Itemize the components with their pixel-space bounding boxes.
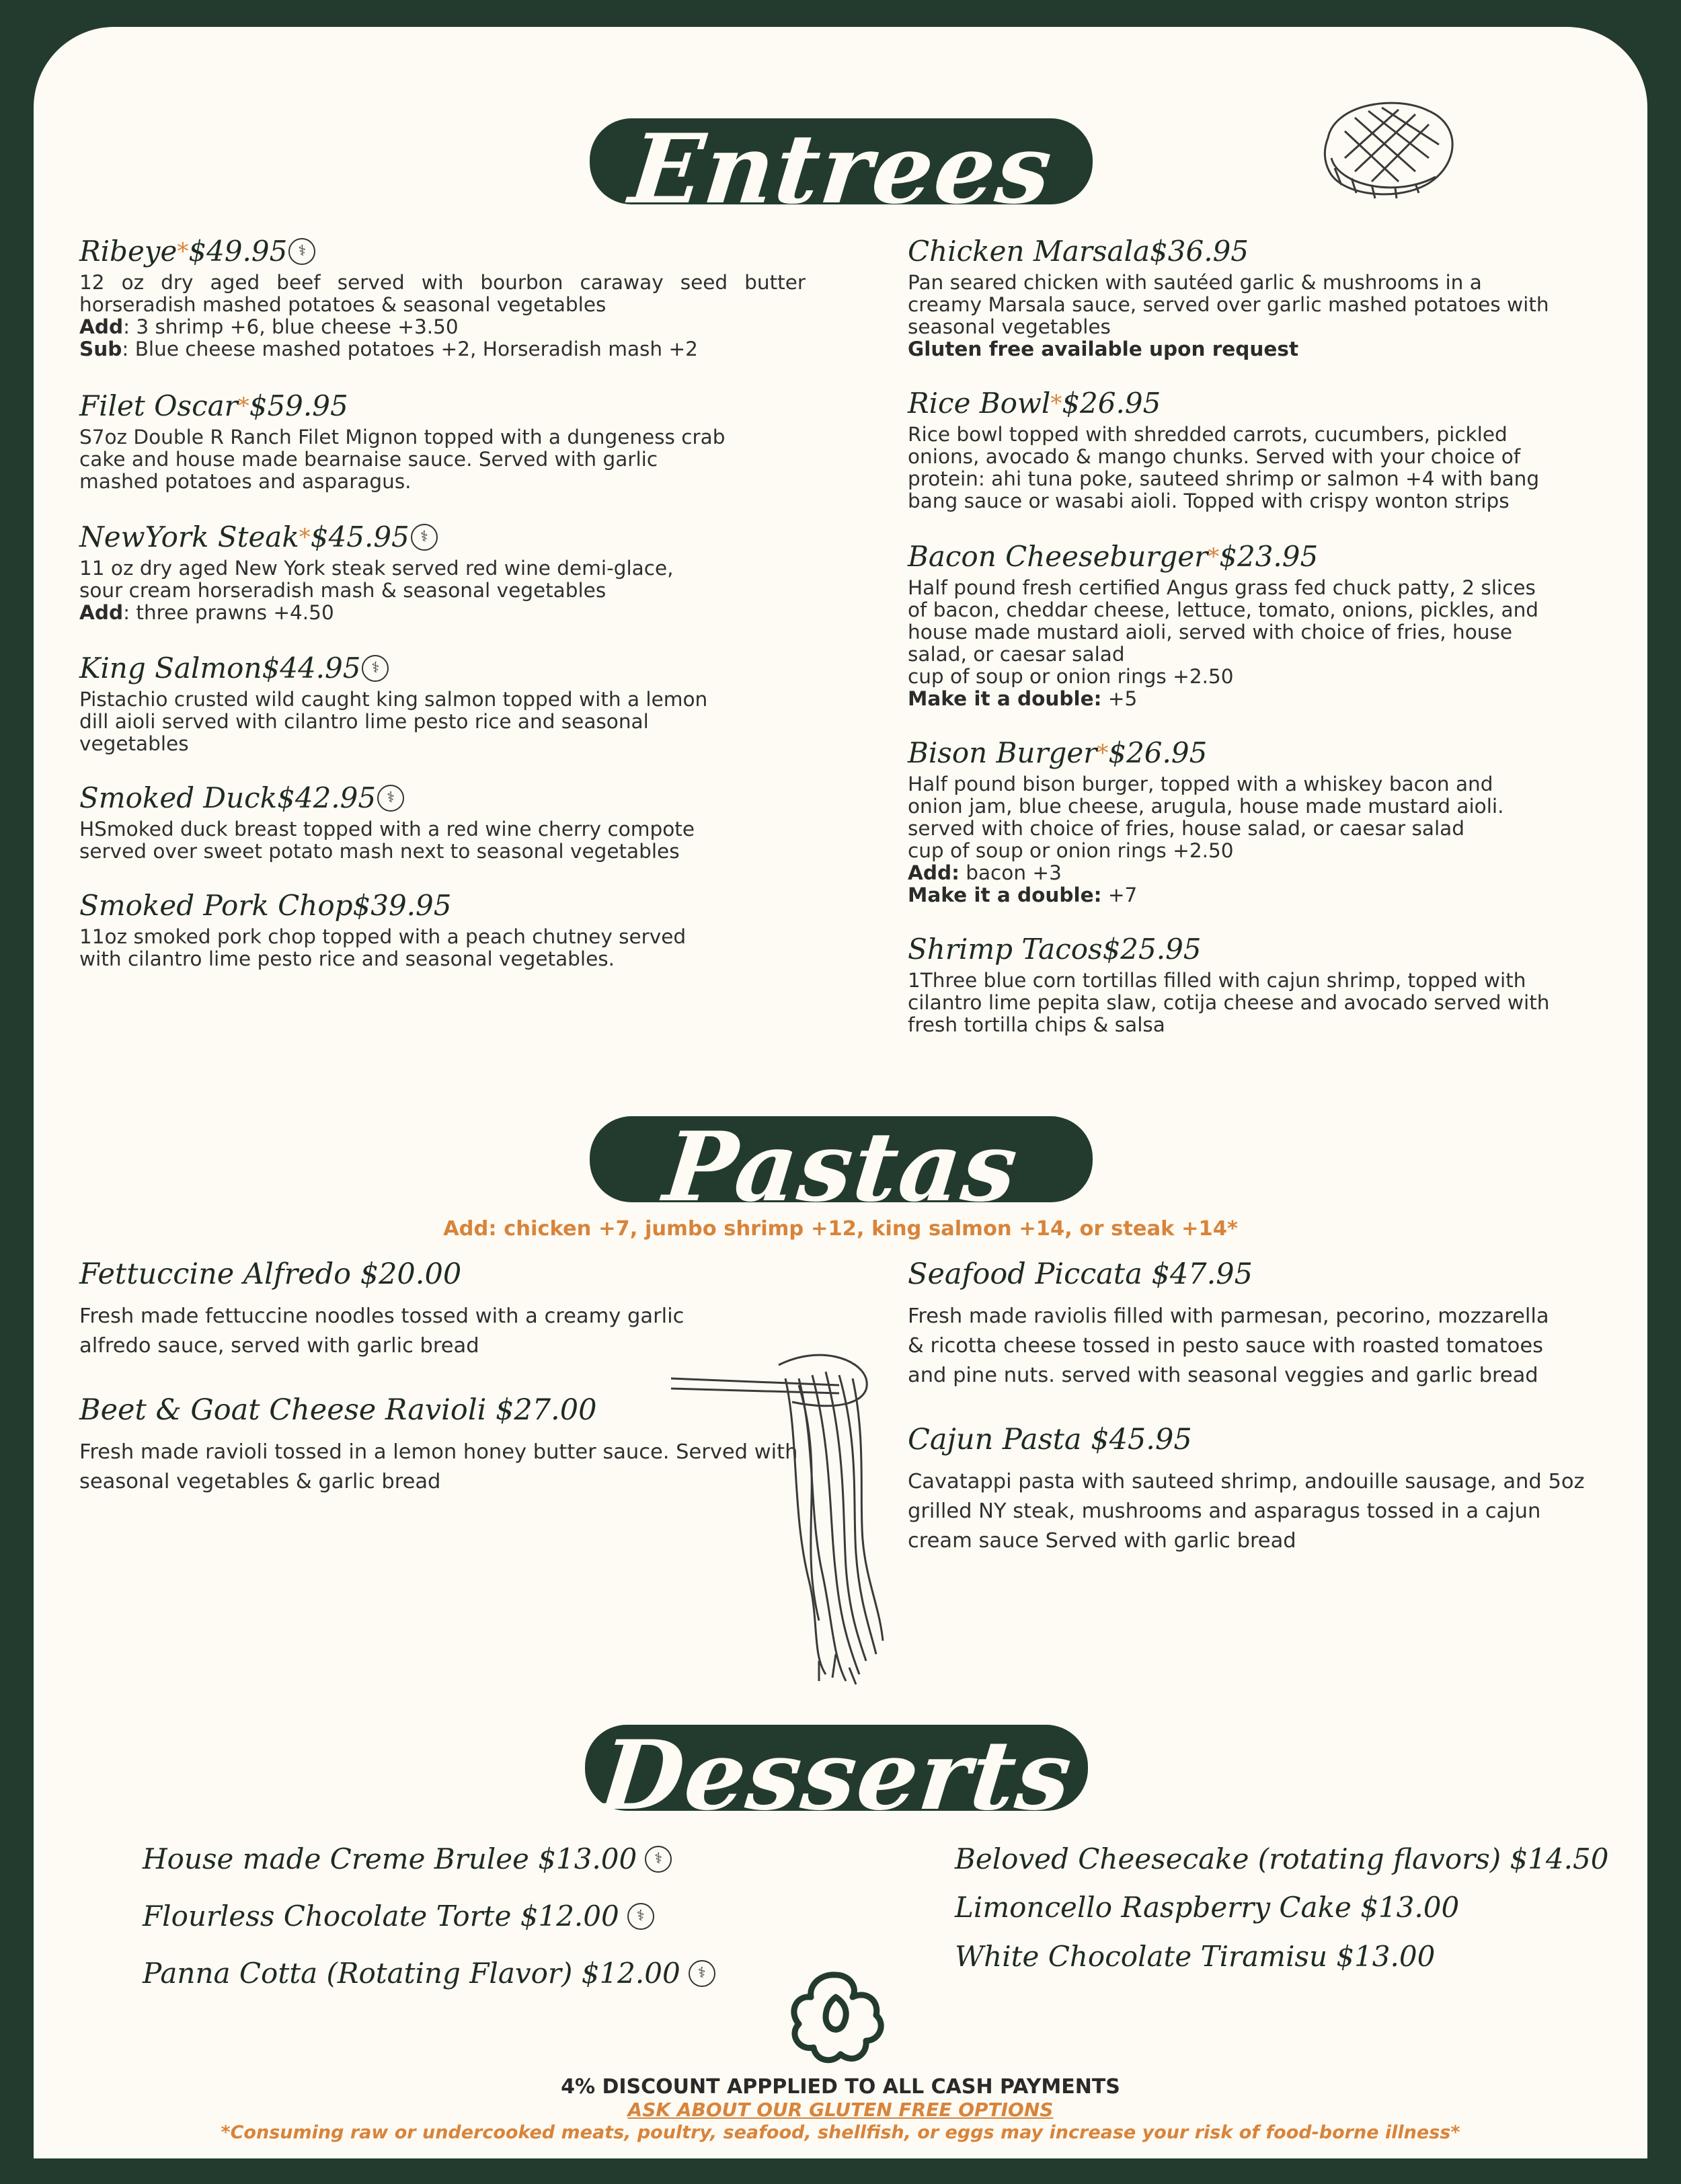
entree-price: $26.95 bbox=[1062, 387, 1161, 420]
description-line: cup of soup or onion rings +2.50 bbox=[908, 839, 1234, 862]
description-line: protein: ahi tuna poke, sauteed shrimp or salmon +4 with bang bbox=[908, 467, 1540, 490]
wheat-icon: ⚕ bbox=[689, 1960, 715, 1987]
description-line: vegetables bbox=[79, 732, 189, 755]
option-text: +7 bbox=[1101, 884, 1138, 906]
description-line: & ricotta cheese tossed in pesto sauce with roasted tomatoes bbox=[908, 1334, 1543, 1358]
description-line: cake and house made bearnaise sauce. Served with garlic bbox=[79, 448, 658, 471]
wheat-icon: ⚕ bbox=[288, 238, 315, 265]
option-text: : 3 shrimp +6, blue cheese +3.50 bbox=[123, 315, 459, 338]
gluten-free-link[interactable]: ASK ABOUT OUR GLUTEN FREE OPTIONS bbox=[627, 2099, 1054, 2121]
entree-description bbox=[79, 272, 806, 360]
asterisk: * bbox=[237, 393, 249, 420]
entree-price: $26.95 bbox=[1108, 736, 1208, 769]
entree-title: King Salmon bbox=[79, 652, 262, 685]
description-line: with cilantro lime pesto rice and seasonal vegetables. bbox=[79, 947, 615, 970]
dessert-name: House made Creme Brulee $13.00 bbox=[143, 1842, 637, 1875]
description-line: creamy Marsala sauce, served over garlic mashed potatoes with bbox=[908, 293, 1549, 316]
pastas-title: Pastas bbox=[659, 1112, 1023, 1223]
wheat-icon: ⚕ bbox=[411, 524, 438, 551]
description-line: fresh tortilla chips & salsa bbox=[908, 1013, 1165, 1036]
option-text: bacon +3 bbox=[959, 861, 1062, 884]
entree-name bbox=[908, 541, 1614, 573]
entree-price: $59.95 bbox=[249, 389, 348, 422]
option-label: Sub bbox=[79, 338, 122, 360]
pasta-name: Seafood Piccata $47.95 bbox=[908, 1257, 1253, 1291]
description-line: Cavatappi pasta with sauteed shrimp, andouille sausage, and 5oz bbox=[908, 1470, 1585, 1493]
dessert-item bbox=[143, 1900, 654, 1933]
entree-title: Bison Burger bbox=[908, 736, 1097, 769]
description-line: 12 oz dry aged beef served with bourbon caraway seed butter horseradish mashed potatoes & seasonal vegetables bbox=[79, 271, 806, 316]
asterisk: * bbox=[1208, 543, 1220, 570]
entree-description bbox=[79, 426, 785, 493]
entree-item bbox=[908, 737, 1614, 906]
entree-description bbox=[908, 577, 1614, 710]
description-line: salad, or caesar salad bbox=[908, 643, 1125, 666]
dessert-name: Flourless Chocolate Torte $12.00 bbox=[143, 1900, 619, 1933]
description-line: 11oz smoked pork chop topped with a peach chutney served bbox=[79, 925, 687, 948]
entree-item bbox=[908, 933, 1614, 1036]
entree-description bbox=[908, 970, 1614, 1036]
flower-logo bbox=[785, 1967, 886, 2068]
desserts-title: Desserts bbox=[595, 1720, 1078, 1832]
option-label: Add: bbox=[908, 861, 960, 884]
entree-price: $44.95 bbox=[262, 652, 361, 685]
description-line: mashed potatoes and asparagus. bbox=[79, 470, 412, 493]
description-line: cream sauce Served with garlic bread bbox=[908, 1529, 1296, 1553]
dessert-item bbox=[955, 1842, 1608, 1875]
entree-item bbox=[908, 235, 1614, 360]
description-line: Half pound fresh certified Angus grass fed chuck patty, 2 slices bbox=[908, 576, 1536, 599]
pasta-item bbox=[908, 1423, 1614, 1556]
entree-item bbox=[79, 782, 785, 863]
option-text: : Blue cheese mashed potatoes +2, Horseradish mash +2 bbox=[122, 338, 698, 360]
entree-title: NewYork Steak bbox=[79, 520, 299, 553]
option-label: Make it a double: bbox=[908, 884, 1102, 906]
entree-price: $42.95 bbox=[277, 781, 377, 814]
entree-item bbox=[79, 521, 785, 624]
pasta-name: Beet & Goat Cheese Ravioli $27.00 bbox=[79, 1393, 597, 1427]
wheat-icon: ⚕ bbox=[645, 1846, 672, 1873]
pastas-banner bbox=[590, 1112, 1093, 1223]
desserts-banner bbox=[585, 1720, 1088, 1832]
entree-price: $49.95 bbox=[188, 235, 288, 268]
dessert-name: Panna Cotta (Rotating Flavor) $12.00 bbox=[143, 1957, 680, 1990]
description-line: onions, avocado & mango chunks. Served with your choice of bbox=[908, 445, 1521, 468]
description-line: S7oz Double R Ranch Filet Mignon topped with a dungeness crab bbox=[79, 426, 726, 448]
description-line: 11 oz dry aged New York steak served red wine demi-glace, bbox=[79, 557, 674, 580]
dessert-item bbox=[955, 1891, 1459, 1924]
entree-price: $25.95 bbox=[1102, 933, 1202, 966]
entree-description bbox=[908, 773, 1614, 906]
entree-title: Shrimp Tacos bbox=[908, 933, 1103, 966]
entree-title: Smoked Duck bbox=[79, 781, 278, 814]
wheat-icon: ⚕ bbox=[362, 655, 389, 682]
entree-title: Ribeye bbox=[79, 235, 178, 268]
entree-name bbox=[908, 737, 1614, 769]
entree-name bbox=[79, 390, 785, 422]
pasta-fork-illustration bbox=[664, 1338, 940, 1688]
entree-title: Bacon Cheeseburger bbox=[908, 540, 1208, 573]
entree-item bbox=[79, 890, 785, 970]
description-line: cilantro lime pepita slaw, cotija cheese and avocado served with bbox=[908, 991, 1550, 1014]
entree-name bbox=[79, 652, 785, 685]
entree-description bbox=[908, 424, 1614, 512]
pasta-item bbox=[908, 1257, 1614, 1391]
entrees-banner bbox=[590, 114, 1093, 225]
pasta-name: Cajun Pasta $45.95 bbox=[908, 1423, 1192, 1456]
entrees-right-column bbox=[908, 235, 1614, 1036]
entree-title: Chicken Marsala bbox=[908, 235, 1150, 268]
asterisk: * bbox=[177, 238, 189, 265]
entree-price: $23.95 bbox=[1219, 540, 1319, 573]
entree-name bbox=[79, 890, 785, 922]
description-line: dill aioli served with cilantro lime pesto rice and seasonal bbox=[79, 710, 649, 733]
entree-title: Smoked Pork Chop bbox=[79, 889, 353, 922]
entree-name bbox=[908, 235, 1614, 268]
description-line: onion jam, blue cheese, arugula, house made mustard aioli. bbox=[908, 795, 1504, 818]
option-text: : three prawns +4.50 bbox=[123, 601, 334, 624]
pasta-addon-note: Add: chicken +7, jumbo shrimp +12, king salmon +14, or steak +14* bbox=[443, 1217, 1238, 1241]
description-line: house made mustard aioli, served with choice of fries, house bbox=[908, 621, 1513, 644]
dessert-item bbox=[143, 1842, 672, 1875]
description-line: cup of soup or onion rings +2.50 bbox=[908, 665, 1234, 688]
description-line: alfredo sauce, served with garlic bread bbox=[79, 1334, 479, 1358]
pasta-description bbox=[908, 1467, 1614, 1556]
description-line: served with choice of fries, house salad, or caesar salad bbox=[908, 817, 1464, 840]
description-line: Fresh made fettuccine noodles tossed with a creamy garlic bbox=[79, 1304, 685, 1328]
steak-illustration bbox=[1315, 91, 1462, 205]
entree-name bbox=[79, 235, 785, 268]
entree-title: Filet Oscar bbox=[79, 389, 238, 422]
asterisk: * bbox=[299, 524, 311, 551]
entree-item bbox=[79, 652, 785, 755]
description-line: Pan seared chicken with sautéed garlic & mushrooms in a bbox=[908, 271, 1482, 294]
entree-description bbox=[908, 272, 1614, 360]
description-line: Pistachio crusted wild caught king salmon topped with a lemon bbox=[79, 688, 708, 711]
asterisk: * bbox=[1050, 390, 1062, 417]
wheat-icon: ⚕ bbox=[377, 785, 404, 812]
description-line: Fresh made raviolis filled with parmesan, pecorino, mozzarella bbox=[908, 1304, 1549, 1328]
entree-item bbox=[908, 541, 1614, 710]
menu-page bbox=[34, 27, 1647, 2158]
option-label: Add bbox=[79, 601, 124, 624]
description-line: bang sauce or wasabi aioli. Topped with crispy wonton strips bbox=[908, 490, 1510, 512]
description-line: Fresh made ravioli tossed in a lemon honey butter sauce. Served with bbox=[79, 1440, 798, 1464]
wheat-icon: ⚕ bbox=[627, 1903, 654, 1930]
raw-food-warning: *Consuming raw or undercooked meats, poultry, seafood, shellfish, or eggs may increase your risk of food-borne illness* bbox=[221, 2122, 1460, 2143]
description-line: sour cream horseradish mash & seasonal vegetables bbox=[79, 579, 607, 602]
pastas-right-column bbox=[908, 1257, 1614, 1556]
entree-description bbox=[79, 926, 785, 970]
description-line: grilled NY steak, mushrooms and asparagus tossed in a cajun bbox=[908, 1499, 1541, 1523]
description-line: seasonal vegetables & garlic bread bbox=[79, 1470, 441, 1493]
description-line: Rice bowl topped with shredded carrots, cucumbers, pickled bbox=[908, 423, 1508, 446]
pasta-description bbox=[908, 1302, 1614, 1391]
entree-description bbox=[79, 689, 785, 755]
entree-description bbox=[79, 557, 785, 624]
entree-price: $39.95 bbox=[352, 889, 452, 922]
description-line: served over sweet potato mash next to seasonal vegetables bbox=[79, 840, 680, 863]
entree-name bbox=[908, 387, 1614, 420]
description-line: and pine nuts. served with seasonal veggies and garlic bread bbox=[908, 1364, 1538, 1387]
entree-title: Rice Bowl bbox=[908, 387, 1051, 420]
pasta-name: Fettuccine Alfredo $20.00 bbox=[79, 1257, 462, 1291]
entrees-title: Entrees bbox=[625, 114, 1058, 225]
dessert-name: White Chocolate Tiramisu $13.00 bbox=[955, 1940, 1436, 1973]
entrees-left-column bbox=[79, 235, 806, 970]
entree-price: $45.95 bbox=[310, 520, 409, 553]
entree-description bbox=[79, 818, 785, 863]
option-label: Make it a double: bbox=[908, 687, 1102, 710]
entree-name bbox=[908, 933, 1614, 966]
description-line: of bacon, cheddar cheese, lettuce, tomato, onions, pickles, and bbox=[908, 598, 1539, 621]
description-line: HSmoked duck breast topped with a red wine cherry compote bbox=[79, 818, 695, 841]
dessert-name: Beloved Cheesecake (rotating flavors) $14.50 bbox=[955, 1842, 1609, 1875]
dessert-item bbox=[143, 1957, 715, 1990]
entree-name bbox=[79, 782, 785, 814]
description-line: Half pound bison burger, topped with a whiskey bacon and bbox=[908, 773, 1493, 795]
option-label: Add bbox=[79, 315, 124, 338]
entree-price: $36.95 bbox=[1150, 235, 1249, 268]
asterisk: * bbox=[1097, 740, 1109, 767]
entree-name bbox=[79, 521, 785, 553]
entree-item bbox=[79, 390, 785, 493]
cash-discount-note: 4% DISCOUNT APPPLIED TO ALL CASH PAYMENTS bbox=[561, 2075, 1120, 2099]
dessert-name: Limoncello Raspberry Cake $13.00 bbox=[955, 1891, 1460, 1924]
entree-item bbox=[79, 235, 806, 360]
entree-item bbox=[908, 387, 1614, 512]
option-label: Gluten free available upon request bbox=[908, 338, 1299, 360]
description-line: 1Three blue corn tortillas filled with cajun shrimp, topped with bbox=[908, 969, 1526, 992]
option-text: +5 bbox=[1101, 687, 1138, 710]
description-line: seasonal vegetables bbox=[908, 315, 1111, 338]
dessert-item bbox=[955, 1940, 1435, 1973]
